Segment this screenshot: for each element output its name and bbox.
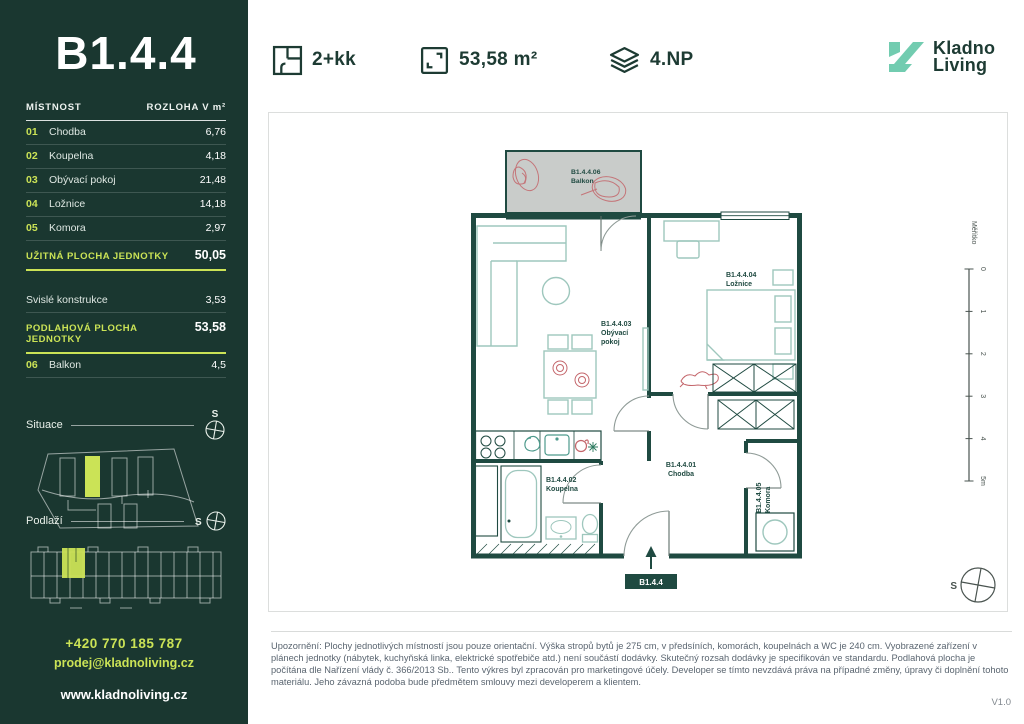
footer-divider: [271, 631, 1012, 632]
room-number: 03: [26, 174, 38, 186]
table-row: [26, 193, 226, 217]
phone-link[interactable]: +420 770 185 787: [65, 636, 183, 651]
website-link[interactable]: www.kladnoliving.cz: [60, 686, 188, 702]
site-plan-label: Situace: [26, 419, 63, 431]
living-room-furniture: [477, 226, 648, 414]
svg-text:S: S: [195, 517, 202, 528]
scale-bar: [965, 221, 987, 486]
room-name: Chodba: [49, 126, 86, 138]
room-name: Balkon: [49, 359, 82, 371]
room-column-header: MÍSTNOST: [26, 102, 82, 113]
usable-area-row: [26, 241, 226, 271]
svg-text:Chodba: Chodba: [667, 471, 695, 478]
room-name: Ložnice: [49, 198, 86, 210]
stove-icon: [481, 436, 505, 458]
svg-text:Měřítko: Měřítko: [970, 221, 977, 245]
svg-text:B1.4.4.04: B1.4.4.04: [726, 272, 757, 279]
floor-overview-section: [26, 510, 228, 621]
svg-text:B1.4.4.02: B1.4.4.02: [546, 477, 577, 484]
divider: [71, 425, 194, 426]
balcony-row: [26, 354, 226, 378]
room-table-header: [26, 102, 226, 121]
room-area: 4,18: [205, 150, 226, 162]
disclaimer-text: Upozornění: Plochy jednotlivých místností jsou pouze orientační. Výška stropů bytů je 275 cm, v předsíních, komorách, koupelnách a WC je 240 cm. Vyobrazené zařízení v plánech jednotky (nábytek, kuchyňská linka, elektrické spotřebiče atd.) není součástí dodávky. Skutečný rozsah dodávky je specifikován ve standardu. Podlahová plocha je počítána dle Nařízení vlády č. 366/2013 Sb.. Tento výkres byl zpracován pro marketingové účely. Developer se tímto nevzdává práva na případné změny, úpravy či doplnění tohoto materiálu. Jeho závazná podoba bude předmětem smlouvy mezi developerem a klientem.: [271, 641, 1009, 687]
svg-text:S: S: [950, 581, 957, 592]
room-area: 14,18: [199, 198, 226, 210]
contact-block: [0, 634, 248, 705]
highlighted-building: [85, 456, 100, 497]
area-icon: [419, 45, 450, 76]
room-area: 21,48: [199, 174, 226, 186]
table-row: [26, 145, 226, 169]
toilet: [583, 515, 598, 543]
room-number: 06: [26, 359, 38, 371]
wardrobes: [713, 364, 796, 429]
svg-text:S: S: [211, 409, 219, 420]
room-number: 01: [26, 126, 38, 138]
svg-text:B1.4.4.01: B1.4.4.01: [665, 462, 697, 469]
highlighted-unit: [62, 548, 85, 578]
floor-hatch: [477, 544, 595, 554]
area-spec: [419, 42, 537, 78]
walls: [474, 215, 800, 556]
floor-overview-map: [26, 536, 226, 616]
usable-area-value: 50,05: [194, 248, 226, 262]
area-column-header: ROZLOHA V m²: [146, 102, 226, 113]
vertical-structures-value: 3,53: [205, 294, 226, 306]
svg-text:2: 2: [979, 351, 986, 356]
compass-icon: [950, 568, 995, 602]
divider: [71, 521, 184, 522]
room-name: Obývací pokoj: [49, 174, 116, 186]
brand-line1: Kladno: [933, 38, 996, 58]
floor-plan-panel: [268, 112, 1008, 612]
floor-value: 4.NP: [650, 49, 694, 70]
sink-basin-icon: [545, 435, 569, 455]
kladno-living-logo-icon: [888, 40, 924, 74]
compass-icon: [202, 408, 228, 442]
bed: [707, 290, 795, 360]
svg-text:pokoj: pokoj: [601, 339, 620, 346]
washing-machine: [756, 513, 794, 551]
table-row: [26, 217, 226, 241]
kitchen-counter: [476, 431, 602, 461]
floor-plan: [269, 113, 1009, 613]
bedroom-furniture: [664, 221, 795, 379]
layers-icon: [608, 45, 641, 76]
floorplan-icon: [272, 45, 303, 76]
svg-text:Ložnice: Ložnice: [726, 281, 753, 288]
email-link[interactable]: prodej@kladnoliving.cz: [54, 655, 194, 670]
sidebar: [0, 0, 248, 724]
vertical-structures-row: [26, 289, 226, 313]
unit-title: B1.4.4: [55, 27, 197, 79]
layout-spec: [272, 42, 356, 78]
svg-text:B1.4.4.05: B1.4.4.05: [756, 482, 763, 513]
svg-text:Obývací: Obývací: [601, 330, 629, 337]
room-number: 05: [26, 222, 38, 234]
kettle-icon: [576, 440, 589, 452]
window: [721, 212, 789, 220]
table-row: [26, 169, 226, 193]
floor-area-value: 53,58: [194, 320, 226, 334]
bathroom-fixtures: [476, 466, 598, 554]
area-value: 53,58 m²: [459, 49, 538, 70]
svg-text:B1.4.4.06: B1.4.4.06: [571, 169, 601, 176]
svg-text:Balkon: Balkon: [571, 178, 594, 185]
floor-area-row: [26, 313, 226, 354]
svg-text:5m: 5m: [979, 476, 986, 486]
floor-area-label: PODLAHOVÁ PLOCHA JEDNOTKY: [26, 323, 138, 345]
svg-text:Komora: Komora: [765, 486, 772, 513]
dishwasher-symbol: [588, 442, 598, 452]
floor-spec: [608, 42, 693, 78]
table-row: [26, 121, 226, 145]
room-name: Koupelna: [49, 150, 94, 162]
entrance-arrow-icon: [646, 546, 657, 557]
room-area: 6,76: [205, 126, 226, 138]
svg-text:B1.4.4.03: B1.4.4.03: [601, 321, 632, 328]
floor-overview-label: Podlaží: [26, 515, 63, 527]
svg-text:4: 4: [979, 436, 986, 441]
svg-text:Koupelna: Koupelna: [546, 486, 578, 493]
room-number: 02: [26, 150, 38, 162]
compass-icon: [192, 510, 228, 532]
room-name: Komora: [49, 222, 86, 234]
brand-line2: Living: [933, 55, 988, 76]
room-area: 2,97: [205, 222, 226, 234]
svg-text:3: 3: [979, 394, 986, 399]
version-label: V1.0: [991, 697, 1011, 708]
svg-text:1: 1: [979, 309, 986, 314]
room-number: 04: [26, 198, 38, 210]
balcony: [506, 151, 641, 213]
svg-text:0: 0: [979, 267, 986, 271]
vertical-structures-label: Svislé konstrukce: [26, 294, 108, 306]
room-area: 4,5: [211, 359, 226, 371]
washbasin: [546, 517, 576, 539]
layout-value: 2+kk: [312, 49, 356, 70]
svg-text:B1.4.4: B1.4.4: [639, 578, 663, 587]
usable-area-label: UŽITNÁ PLOCHA JEDNOTKY: [26, 251, 169, 262]
sink-icon: [525, 436, 540, 451]
table-plates: [553, 361, 589, 387]
brand-logo: [888, 40, 995, 74]
